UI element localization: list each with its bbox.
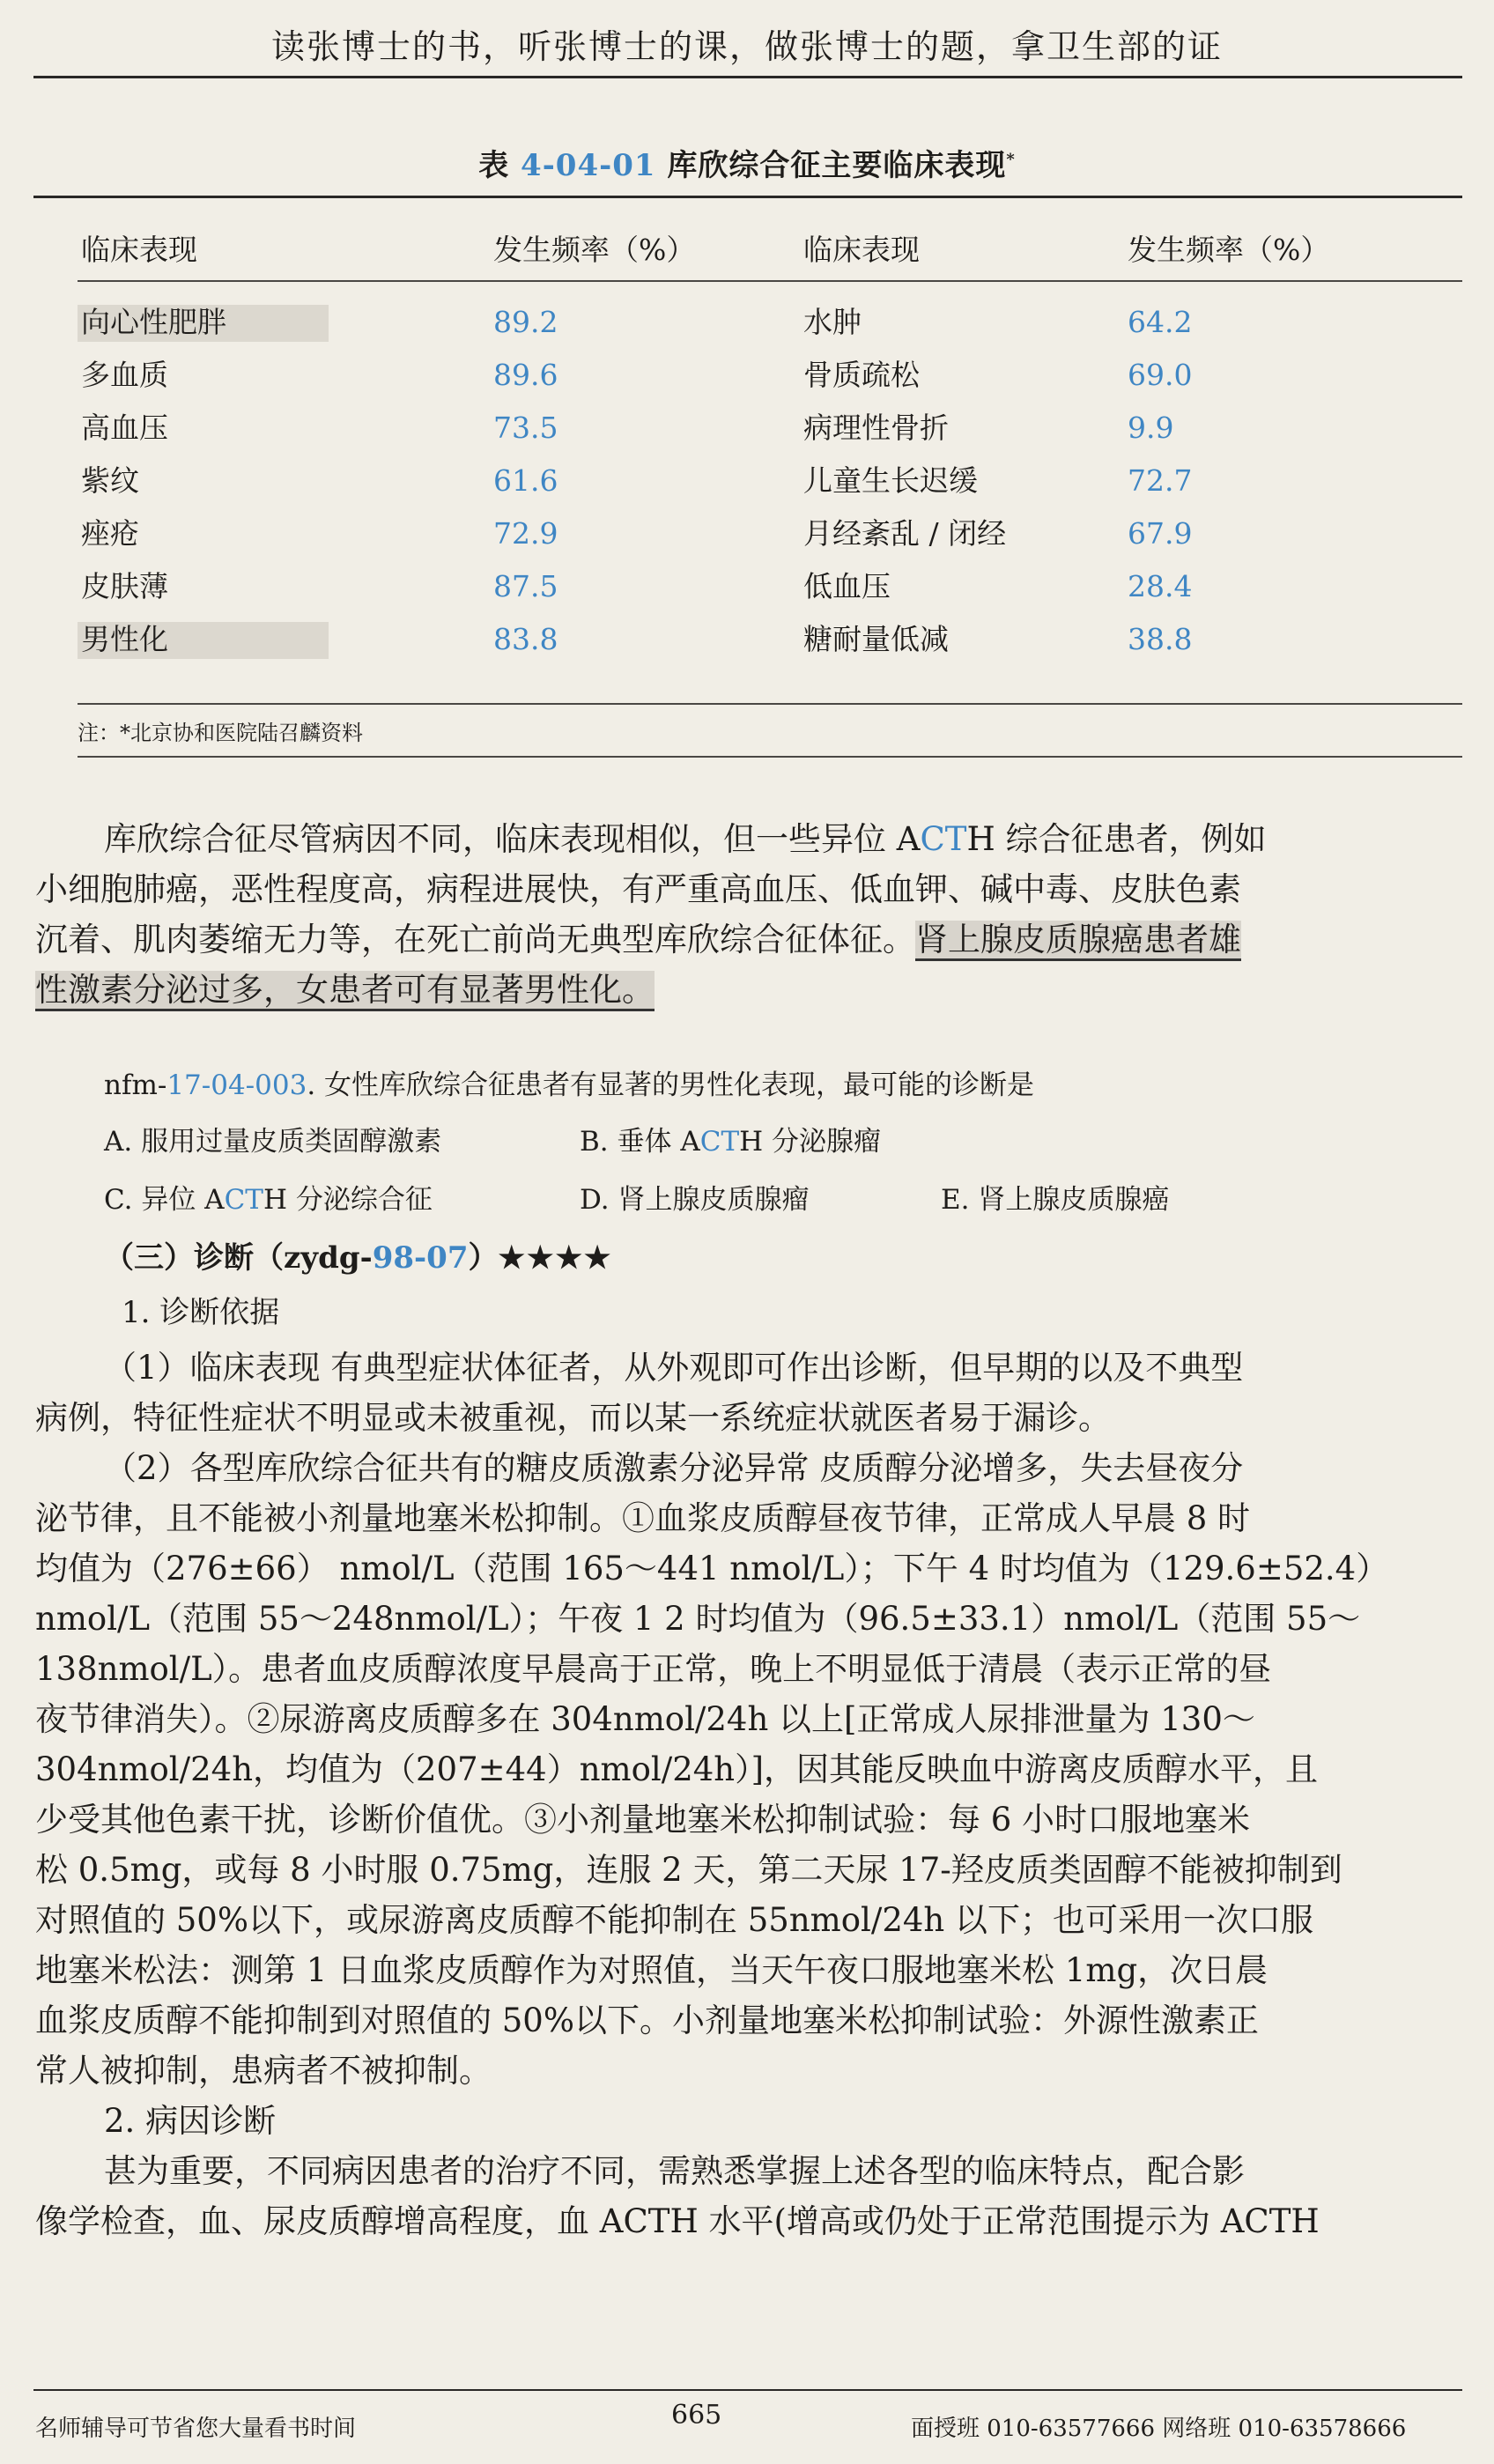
table-row [78, 296, 1462, 349]
text-line: 常人被抑制，患病者不被抑制。 [35, 2052, 492, 2090]
col-header-4: 发生频率（%） [1128, 233, 1330, 267]
cell-frequency: 83.8 [493, 622, 558, 656]
footer-contact: 面授班 010-63577666 网络班 010-63578666 [911, 2416, 1407, 2442]
cell-frequency: 87.5 [493, 569, 558, 603]
question-prefix: nfm- [104, 1069, 167, 1101]
table-row [78, 613, 1462, 666]
subheading-basis: 1. 诊断依据 [122, 1295, 280, 1330]
text-line: 泌节律，且不能被小剂量地塞米松抑制。①血浆皮质醇昼夜节律，正常成人早晨 8 时 [35, 1499, 1251, 1537]
footer-rule [33, 2389, 1462, 2391]
cell-frequency: 28.4 [1128, 569, 1193, 603]
text-span-blue: CT [224, 1184, 263, 1216]
cell-frequency: 67.9 [1128, 516, 1193, 551]
text-span: B. 垂体 A [580, 1126, 700, 1158]
cell-frequency: 9.9 [1128, 411, 1174, 445]
running-header: 读张博士的书，听张博士的课，做张博士的题，拿卫生部的证 [270, 27, 1223, 66]
cell-frequency: 38.8 [1128, 622, 1193, 656]
paragraph-cushing-overview [35, 814, 1464, 1015]
cell-feature: 儿童生长迟缓 [803, 463, 978, 498]
cell-frequency: 69.0 [1128, 358, 1193, 392]
table-bottom-rule [78, 703, 1462, 705]
highlighted-text: 性激素分泌过多，女患者可有显著男性化。 [35, 971, 655, 1011]
text-line: 304nmol/24h，均值为（207±44）nmol/24h）]，因其能反映血中游离皮质醇水平，且 [35, 1750, 1319, 1788]
text-line: 像学检查，血、尿皮质醇增高程度，血 ACTH 水平(增高或仍处于正常范围提示为 ACTH [35, 2202, 1320, 2240]
text-span: 库欣综合征尽管病因不同，临床表现相似，但一些异位 A [104, 820, 921, 858]
cell-feature: 骨质疏松 [803, 358, 920, 392]
text-line: 地塞米松法：测第 1 日血浆皮质醇作为对照值，当天午夜口服地塞米松 1mg，次日晨 [35, 1951, 1268, 1989]
question-stem [104, 1062, 1034, 1102]
highlighted-text: 肾上腺皮质腺癌患者雄 [915, 921, 1241, 961]
table-top-rule [33, 196, 1462, 198]
cell-feature: 低血压 [803, 569, 891, 603]
text-line [35, 965, 1464, 1015]
text-span: C. 异位 A [104, 1184, 225, 1216]
cell-frequency: 89.2 [493, 305, 558, 339]
text-line [35, 914, 1464, 965]
text-line: 小细胞肺癌，恶性程度高，病程进展快，有严重高血压、低血钾、碱中毒、皮肤色素 [35, 870, 1241, 908]
cell-feature: 糖耐量低减 [803, 622, 949, 656]
cell-feature: 男性化 [81, 622, 168, 656]
text-line [35, 814, 1464, 864]
table-header-rule [78, 280, 1462, 282]
cell-feature: 痤疮 [81, 516, 139, 551]
text-line: 均值为（276±66） nmol/L（范围 165～441 nmol/L）；下午 4 时均值为（129.6±52.4） [35, 1550, 1389, 1587]
text-span-blue: CT [699, 1126, 740, 1158]
section-code: 98-07 [372, 1240, 469, 1276]
text-span: （三）诊断（zydg- [104, 1240, 373, 1276]
text-span-blue: CT [920, 820, 967, 858]
text-line: 138nmol/L）。患者血皮质醇浓度早晨高于正常，晚上不明显低于清晨（表示正常的昼 [35, 1650, 1272, 1688]
table-note: 注：*北京协和医院陆召麟资料 [78, 721, 363, 745]
col-header-3: 临床表现 [803, 233, 920, 267]
cell-feature: 多血质 [81, 358, 168, 392]
table-row [78, 349, 1462, 402]
text-span: H 分泌综合征 [263, 1184, 433, 1216]
table-row [78, 560, 1462, 613]
col-header-1: 临床表现 [81, 233, 197, 267]
table-row [78, 402, 1462, 455]
text-span: ） [468, 1240, 499, 1276]
caption-mark: * [1006, 150, 1016, 169]
text-line: nmol/L（范围 55～248nmol/L）；午夜 1 2 时均值为（96.5±33.1）nmol/L（范围 55～ [35, 1600, 1361, 1638]
page-number: 665 [671, 2400, 722, 2431]
option-a: A. 服用过量皮质类固醇激素 [104, 1126, 442, 1158]
option-c [104, 1177, 433, 1217]
question-code: 17-04-003 [166, 1069, 307, 1101]
question-text: . 女性库欣综合征患者有显著的男性化表现，最可能的诊断是 [307, 1069, 1035, 1101]
note-rule [78, 756, 1462, 758]
text-line: 少受其他色素干扰，诊断价值优。③小剂量地塞米松抑制试验：每 6 小时口服地塞米 [35, 1801, 1251, 1839]
option-d: D. 肾上腺皮质腺瘤 [580, 1184, 810, 1216]
caption-text: 库欣综合征主要临床表现 [667, 148, 1007, 183]
text-line: 甚为重要，不同病因患者的治疗不同，需熟悉掌握上述各型的临床特点，配合影 [104, 2152, 1245, 2190]
cell-feature: 高血压 [81, 411, 168, 445]
option-e: E. 肾上腺皮质腺癌 [941, 1184, 1170, 1216]
option-b [580, 1119, 881, 1158]
table-caption [0, 141, 1494, 184]
text-line: （1）临床表现 有典型症状体征者，从外观即可作出诊断，但早期的以及不典型 [104, 1349, 1244, 1387]
cell-frequency: 64.2 [1128, 305, 1193, 339]
star-rating-icon: ★★★★ [498, 1240, 613, 1276]
paragraph-clinical [35, 1343, 1464, 2246]
cell-frequency: 73.5 [493, 411, 558, 445]
text-line: 松 0.5mg，或每 8 小时服 0.75mg，连服 2 天，第二天尿 17-羟皮质类固醇不能被抑制到 [35, 1851, 1342, 1889]
cell-frequency: 72.7 [1128, 463, 1193, 498]
cell-frequency: 89.6 [493, 358, 558, 392]
table-row [78, 455, 1462, 507]
text-span: H 综合征患者，例如 [966, 820, 1267, 858]
subheading-etiology: 2. 病因诊断 [104, 2102, 277, 2140]
header-rule [33, 76, 1462, 78]
cell-feature: 病理性骨折 [803, 411, 949, 445]
text-span: 沉着、肌肉萎缩无力等，在死亡前尚无典型库欣综合征体征。 [35, 921, 915, 958]
cell-feature: 向心性肥胖 [81, 305, 226, 339]
text-line: 对照值的 50%以下，或尿游离皮质醇不能抑制在 55nmol/24h 以下；也可采用一次口服 [35, 1901, 1314, 1939]
text-span: H 分泌腺瘤 [739, 1126, 882, 1158]
col-header-2: 发生频率（%） [493, 233, 696, 267]
text-line: 夜节律消失）。②尿游离皮质醇多在 304nmol/24h 以上[正常成人尿排泄量为 130～ [35, 1700, 1255, 1738]
caption-code: 4-04-01 [521, 148, 656, 183]
cell-frequency: 61.6 [493, 463, 558, 498]
cell-feature: 皮肤薄 [81, 569, 168, 603]
footer-slogan: 名师辅导可节省您大量看书时间 [35, 2416, 357, 2442]
cell-feature: 紫纹 [81, 463, 139, 498]
cell-feature: 月经紊乱 / 闭经 [803, 516, 1007, 551]
cell-frequency: 72.9 [493, 516, 558, 551]
text-line: （2）各型库欣综合征共有的糖皮质激素分泌异常 皮质醇分泌增多，失去昼夜分 [104, 1449, 1244, 1487]
table-row [78, 507, 1462, 560]
caption-prefix: 表 [478, 148, 510, 183]
cell-feature: 水肿 [803, 305, 862, 339]
text-line: 病例，特征性症状不明显或未被重视，而以某一系统症状就医者易于漏诊。 [35, 1399, 1111, 1437]
text-line: 血浆皮质醇不能抑制到对照值的 50%以下。小剂量地塞米松抑制试验：外源性激素正 [35, 2002, 1259, 2039]
section-heading [104, 1233, 612, 1276]
